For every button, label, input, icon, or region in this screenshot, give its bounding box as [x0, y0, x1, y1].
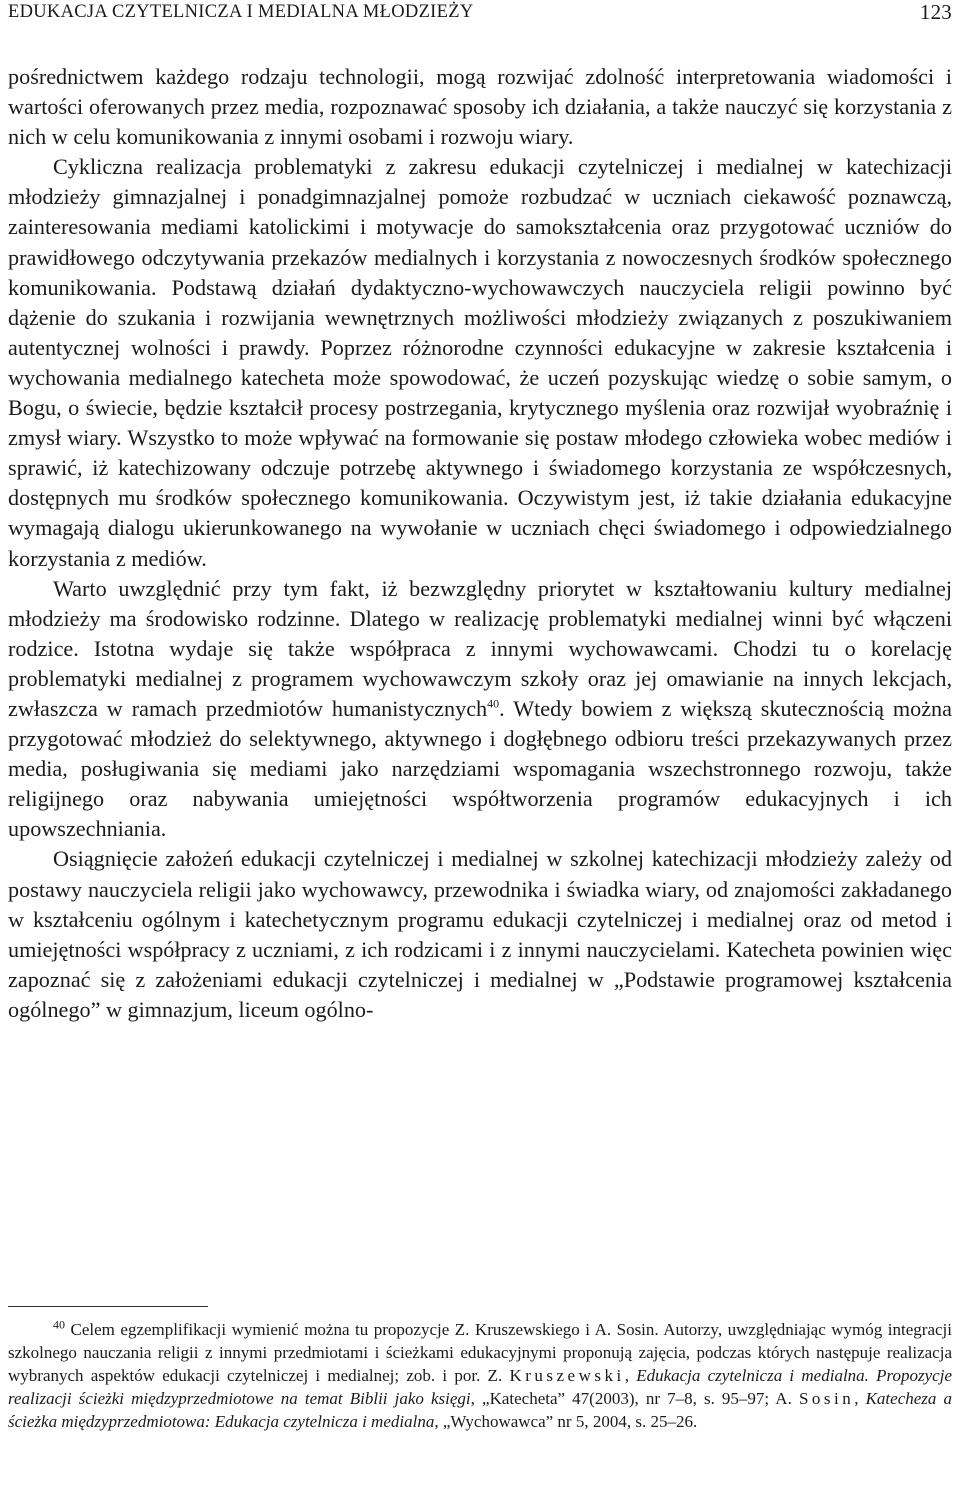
paragraph-warto-text-1: Warto uwzględnić przy tym fakt, iż bezwzględny priorytet w kształtowaniu kultury medialnej młodzieży ma środowisko rodzinne. Dlatego w realizację problematyki medialnej winni być włączeni rodzice. Istotna wydaje się także współpraca z innymi wychowawcami. Chodzi tu o korelację problematyki medialnej z programem wychowawczym szkoły oraz jej omawianie na innych lekcjach, zwłaszcza w ramach przedmiotów humanistycznych: [8, 575, 952, 721]
footnote-marker: 40: [53, 1317, 65, 1332]
paragraph-cykliczna: Cykliczna realizacja problematyki z zakresu edukacji czytelniczej i medialnej w katechizacji młodzieży gimnazjalnej i ponadgimnazjalnej pomoże rozbudzać w uczniach ciekawość poznawczą, zainteresowania mediami katolickimi i motywacje do samokształcenia oraz przygotować uczniów do prawidłowego odczytywania przekazów medialnych i korzystania z nowoczesnych środków społecznego komunikowania. Podstawą działań dydaktyczno-wychowawczych nauczyciela religii powinno być dążenie do szukania i rozwijania wewnętrznych możliwości młodzieży związanych z poszukiwaniem autentycznej wolności i prawdy. Poprzez różnorodne czynności edukacyjne w zakresie kształcenia i wychowania medialnego katecheta może spowodować, że uczeń pozyskując wiedzę o sobie samym, o Bogu, o świecie, będzie kształcił procesy postrzegania, krytycznego myślenia oraz rozwijał wyobraźnię i zmysł wiary. Wszystko to może wpływać na formowanie się postaw młodego człowieka wobec mediów i sprawić, iż katechizowany odczuje potrzebę aktywnego i świadomego korzystania ze współczesnych, dostępnych mu środków społecznego komunikowania. Oczywistym jest, iż takie działania edukacyjne wymagają dialogu ukierunkowanego na wywołanie w uczniach chęci świadomego i odpowiedzialnego korzystania z mediów.: [8, 154, 952, 571]
footnote-part-5: , „Wychowawca” nr 5, 2004, s. 25–26.: [434, 1412, 698, 1431]
footnote-author-sosin: Sosin: [798, 1389, 855, 1408]
paragraph-continuation: pośrednictwem każdego rodzaju technologii, mogą rozwijać zdolność interpretowania wiadomości i wartości oferowanych przez media, rozpoznawać sposoby ich działania, a także nauczyć się korzystania z nich w celu komunikowania z innymi osobami i rozwoju wiary.: [8, 64, 952, 150]
main-text: [8, 62, 952, 1025]
paragraph-warto: [8, 574, 952, 845]
page-number: 123: [919, 0, 952, 24]
footnote-text: [8, 1318, 952, 1433]
paragraph-warto-text-2: . Wtedy bowiem z większą skutecznością można przygotować młodzież do selektywnego, aktywnego i dogłębnego odbioru treści przekazywanych przez media, posługiwania się mediami jako narzędziami wspomagania wszechstronnego rozwoju, także religijnego oraz nabywania umiejętności współtworzenia programów edukacyjnych i ich upowszechniania.: [8, 695, 952, 842]
footnote-40: [8, 1318, 952, 1433]
paragraph-osiagniecie: Osiągnięcie założeń edukacji czytelniczej i medialnej w szkolnej katechizacji młodzieży zależy od postawy nauczyciela religii jako wychowawcy, przewodnika i świadka wiary, od znajomości zakładanego w kształceniu ogólnym i katechetycznym programu edukacji czytelniczej i medialnej oraz od metod i umiejętności współpracy z uczniami, z ich rodzicami i z innymi nauczycielami. Katecheta powinien więc zapoznać się z założeniami edukacji czytelniczej i medialnej w „Podstawie programowej kształcenia ogólnego” w gimnazjum, liceum ogólno-: [8, 846, 952, 1022]
footnote-divider: [8, 1306, 208, 1307]
footnote-part-1: Celem egzemplifikacji wymienić można tu propozycje Z. Kruszewskiego i A. Sosin. Autorzy, uwzględniając wymóg integracji szkolnego nauczania religii z innymi przedmiotami i ścieżkami edukacyjnymi proponują zajęcia, podczas których następuje realizacja wybranych aspektów edukacji czytelniczej i medialnej; zob. i por. Z.: [8, 1320, 952, 1385]
footnote-part-3: , „Katecheta” 47(2003), nr 7–8, s. 95–97; A.: [470, 1389, 799, 1408]
footnote-part-2: ,: [624, 1366, 637, 1385]
footnote-reference-40[interactable]: 40: [487, 696, 500, 711]
footnote-title-1: Edukacja czytelnicza i medialna. Propozycje realizacji ścieżki międzyprzedmiotowe na temat Biblii jako księgi: [8, 1366, 952, 1408]
footnote-title-2: Katecheza a ścieżka międzyprzedmiotowa: Edukacja czytelnicza i medialna: [8, 1389, 953, 1431]
footnote-part-4: ,: [854, 1389, 866, 1408]
running-title: EDUKACJA CZYTELNICZA I MEDIALNA MŁODZIEŻY: [8, 2, 474, 22]
footnote-author-kruszewski: Kruszewski: [509, 1366, 625, 1385]
running-head: [8, 0, 952, 30]
